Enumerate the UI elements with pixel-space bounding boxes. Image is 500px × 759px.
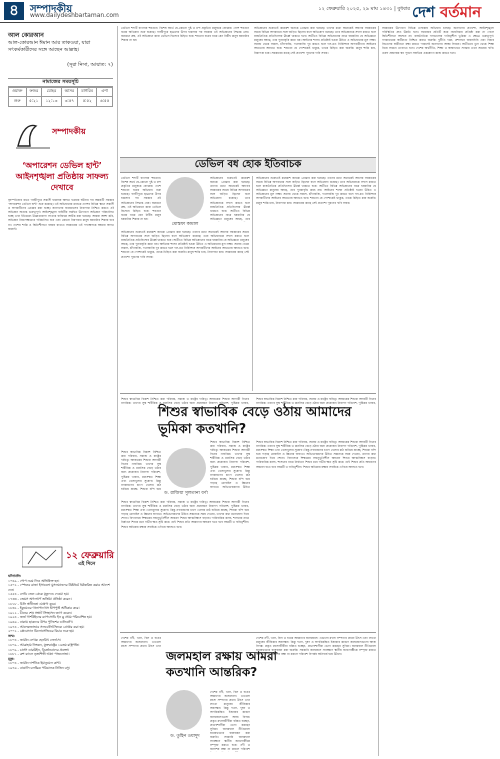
quran-title: আল কোরআন [8, 32, 44, 39]
editorial-logo-label: সম্পাদকীয় [52, 127, 86, 136]
article2-side-text: শিশুর স্বাভাবিক বিকাশ নিশ্চিত করা পরিবার, সমাজ ও রাষ্ট্রের দায়িত্ব। আজকের শিশুরা আগামী দিনের নাগরিক। তাদের সুস্থ শারীরিক ও মানসিক বেড়ে ওঠার জন্য প্রয়োজন নিরাপদ পরিবেশ, পুষ্টিকর খাবার, মানসম্মত শিক্ষা এবং খেলাধুলার সুযোগ। কিন্তু নগরায়ণের চাপে খেলার মাঠ হারিয়ে যাচ্ছে, শিশুরা বন্দি হয়ে পড়ছে মোবাইল ও স্ক্রিনের জগতে। অভিভাবকদের উচিত [210, 440, 250, 490]
author-photo [166, 448, 206, 488]
article1-body-col2: অভিযানের শুরুতেই কয়েকশ জনকে গ্রেপ্তার করা হয়েছে। তাদের মধ্যে অনেকেই আগের সরকারের সময়ে বিভিন্ন অপরাধের সঙ্গে জড়িত ছিলেন বলে অভিযোগ রয়েছে। তবে অভিযানকে সফল করতে হলে রাজনৈতিক প্রতিহিংসার ঊর্ধ্বে থাকতে হবে। অতীতে বিভিন্ন অভিযানের নামে হয়রানির যে অভিজ্ঞতা মানুষের আছে, তার পুনরাবৃত্তি কাম্য নয়। আইনের শাসন প্রতিষ্ঠাই হওয়া উচিত এ অভিযানের মূল লক্ষ্য। সমাজ থেকে সন্ত্রাস, চাঁদাবাজি, দখলবাজি দূর করতে হলে দল-মত নির্বিশেষে অপরাধীদের আইনের আওতায় আনতে হবে। শয়তান যে পোশাকেই থাকুক, তাকে চিহ্নিত করা জরুরি। মানুষ শান্তি চায়, নিরাপত্তা চায়। সরকারের কাছে সেই প্রত্যাশা পূরণের দাবি সবার। [256, 176, 376, 205]
list-item: ১৯৭৬ - বাঙালি চলচ্চিত্র পরিচালক নিতিন বসু। [8, 665, 70, 670]
article3-headline: জলমহাল রক্ষায় আমরা কতখানি আন্তরিক? [166, 649, 278, 679]
list-item: ১৮০৪ - জার্মান দার্শনিক ইমানুয়েল কান্ট। [8, 661, 61, 666]
article3-author: ড. তুহিন ওয়াদুদ [170, 734, 200, 739]
events-heading: ঘটনাবলি: [8, 574, 22, 578]
list-item: ১৯৪৬ - ঢাকায় ছাত্রদের উপর পুলিশের গুলিবর্ষণ। [8, 619, 73, 624]
dateline: ১২ ফেব্রুয়ারি ২০২৫, ২৯ মাঘ ১৪৩১ | বুধবার [318, 6, 410, 12]
prayer-time-row [9, 97, 113, 107]
prayer-time-cell: ৫:২১ [26, 97, 42, 107]
prayer-header-cell: যোহর [42, 87, 62, 97]
list-item: ১৮০৯ - আব্রাহাম লিংকন, যুক্তরাষ্ট্রের ১৬তম রাষ্ট্রপতি। [8, 642, 80, 647]
header-rule [0, 22, 500, 23]
quill-icon [18, 125, 36, 146]
list-item: ১৯৭৪ - আলেকজান্ডার সলঝেনিৎসিনকে গ্রেপ্তার করা হয়। [8, 624, 85, 629]
column-divider [378, 26, 379, 756]
author-photo [166, 690, 202, 730]
section-rule [120, 393, 376, 394]
masthead-part-1: দেশ [412, 3, 435, 21]
article3-lead: দেশের নদী, খাল, বিল ও হাওর আমাদের জলমহাল। এগুলো মৎস্য সম্পদের প্রধান উৎস এবং [121, 636, 161, 648]
births-heading: জন্ম: [8, 633, 15, 638]
article2-body-col1: শিশুর স্বাভাবিক বিকাশ নিশ্চিত করা পরিবার, সমাজ ও রাষ্ট্রের দায়িত্ব। আজকের শিশুরা আগামী দিনের নাগরিক। তাদের সুস্থ শারীরিক ও মানসিক বেড়ে ওঠার জন্য প্রয়োজন নিরাপদ পরিবেশ, পুষ্টিকর খাবার, মানসম্মত শিক্ষা এবং খেলাধুলার সুযোগ। কিন্তু নগরায়ণের চাপে খেলার মাঠ হারিয়ে যাচ্ছে, শিশুরা বন্দি হয়ে পড়ছে মোবাইল ও স্ক্রিনের জগতে। অভিভাবকদের উচিত সন্তানকে সময় দেওয়া, তাদের কথা মনোযোগ দিয়ে শোনা। বিদ্যালয়ে শিক্ষকের সহানুভূতিশীল আচরণ শিশুর আত্মবিশ্বাস বাড়ায়। পারিবারিক কলহ, শাসনের নামে নির্যাতন শিশুর মনে গভীর ক্ষত সৃষ্টি করে। তাই শিশুর প্রতি আমাদের আচরণ হতে হবে সহমর্মী ও দায়িত্বশীল। শিশুর অধিকার রক্ষায় সবাইকে এগিয়ে আসতে হবে। [121, 500, 249, 529]
list-item: ১৭৩৩ - জেমস অগলথর্প জর্জিয়া প্রতিষ্ঠা করেন। [8, 596, 72, 601]
editorial-headline: ‘অপারেশন ডেভিল হান্ট’ আইনশৃঙ্খলা প্রতিষ্ঠায় সাফল্য দেখাবে [15, 161, 109, 192]
deaths-list [8, 661, 114, 670]
prayer-time-cell: ৫:৫২ [77, 97, 96, 107]
article1-col2-top: অভিযানের শুরুতেই কয়েকশ জনকে গ্রেপ্তার করা হয়েছে। তাদের মধ্যে অনেকেই আগের সরকারের সময়ে বিভিন্ন অপরাধের সঙ্গে জড়িত ছিলেন বলে অভিযোগ রয়েছে। তবে অভিযানকে সফল করতে হলে রাজনৈতিক প্রতিহিংসার ঊর্ধ্বে থাকতে হবে। অতীতে বিভিন্ন অভিযানের নামে হয়রানির যে অভিজ্ঞতা মানুষের আছে, তার পুনরাবৃত্তি কাম্য নয়। আইনের শাসন প্রতিষ্ঠাই হওয়া উচিত এ অভিযানের মূল লক্ষ্য। সমাজ থেকে সন্ত্রাস, চাঁদাবাজি, দখলবাজি দূর করতে হলে দল-মত নির্বিশেষে অপরাধীদের আইনের আওতায় আনতে হবে। শয়তান যে পোশাকেই থাকুক, তাকে চিহ্নিত করা জরুরি। মানুষ শান্তি চায়, নিরাপত্তা চায়। সরকারের কাছে সেই প্রত্যাশা পূরণের দাবি সবার। [254, 26, 376, 55]
prayer-header-cell: আসর [61, 87, 77, 97]
masthead-part-2: বর্তমান [440, 3, 482, 21]
prayer-header-cell: ওয়াক্ত [9, 87, 27, 97]
list-item: ১৮০৪ - জার্মান লেখক হেনরিখ লেনৎস। [8, 638, 61, 643]
prayer-header-row [9, 87, 113, 97]
prayer-row-label: শুরু [9, 97, 27, 107]
section-rule [120, 632, 376, 633]
prayer-header-cell: ফজর [26, 87, 42, 97]
author-photo [166, 177, 204, 219]
page-number: ৪ [4, 2, 24, 20]
website-link[interactable]: www.dailydeshbartaman.com [30, 12, 119, 19]
article2-headline: শিশুর স্বাভাবিক বেড়ে ওঠায় আমাদের ভূমিকা কতখানি? [158, 405, 352, 437]
quran-text: আল-কোরআন ঈমান আর তাকওয়া, যারা সৎকর্মকারীদের সঙ্গে আছেন আল্লাহ। [8, 40, 91, 53]
article2-author: ড. রাজিয়া সুলতানা বর্ণা [164, 491, 208, 496]
births-list [8, 638, 114, 656]
list-item: ২০০২ - স্লোবোদান মিলোসেভিচের বিচার শুরু হয়। [8, 629, 75, 634]
prayer-time-cell: ১২:১৩ [42, 97, 62, 107]
deaths-heading: মৃত্যু: [8, 656, 15, 661]
article2-side-text: শিশুর স্বাভাবিক বিকাশ নিশ্চিত করা পরিবার, সমাজ ও রাষ্ট্রের দায়িত্ব। আজকের শিশুরা আগামী দিনের নাগরিক। তাদের সুস্থ শারীরিক ও মানসিক বেড়ে ওঠার জন্য প্রয়োজন নিরাপদ পরিবেশ, পুষ্টিকর খাবার, মানসম্মত শিক্ষা এবং খেলাধুলার সুযোগ। কিন্তু নগরায়ণের চাপে খেলার মাঠ হারিয়ে যাচ্ছে, শিশুরা বন্দি হয়ে [121, 450, 161, 490]
calendar-icon [28, 550, 56, 564]
article2-lead: শিশুর স্বাভাবিক বিকাশ নিশ্চিত করা পরিবার, সমাজ ও রাষ্ট্রের দায়িত্ব। আজকের শিশুরা আগামী দিনের নাগরিক। তাদের সুস্থ শারীরিক ও মানসিক বেড়ে ওঠার জন্য প্রয়োজন নিরাপদ পরিবেশ, পুষ্টিকর খাবার, [256, 397, 376, 405]
on-this-day-date: ১২ ফেব্রুয়ারি [66, 551, 114, 561]
article3-body: দেশের নদী, খাল, বিল ও হাওর আমাদের জলমহাল। এগুলো মৎস্য সম্পদের প্রধান উৎস এবং লাখো মানুষের জীবিকার অবলম্বন। কিন্তু দখল, দূষণ ও অপরিকল্পিত ইজারার কারণে জলমহালগুলো আজ বিপন্ন। প্রকৃত মৎস্যজীবীরা বঞ্চিত হচ্ছেন, প্রভাবশালীরা ভোগ করছেন সুবিধা। জলমহাল নীতিমালা যথাযথভাবে বাস্তবায়ন করা জরুরি। সরকারি জলমহাল সংরক্ষণে স্থানীয় জনগোষ্ঠীকে সম্পৃক্ত করতে হবে। নদী ও জলাশয় রক্ষা না করলে পরিবেশ বিপর্যয় অনিবার্য হয়ে উঠবে। [256, 636, 376, 657]
article1-headline: ডেভিল বধ হোক ইতিবাচক [120, 157, 376, 173]
article1-col1-top: ডেভিল শব্দটি বাংলায় শয়তান। বিশেষ অর্থে যে-কোনো দুষ্ট ও মন্দ প্রকৃতির মানুষকে বোঝায়। দেশে শয়তান বধের অভিযান শুরু হয়েছে। গাজীপুরে ছাত্রদের উপর হামলার পর সরকার এই অভিযানের সিদ্ধান্ত নেয়। জনমনে প্রশ্ন, এই অভিযানে কারা ডেভিল হিসেবে চিহ্নিত হবে। শয়তান বধের নামে যেন নিরীহ মানুষ হয়রানির শিকার না হন। [121, 26, 249, 43]
article1-author: মোস্তফা কামাল [171, 222, 199, 227]
column-divider [252, 176, 253, 391]
editorial-body: বৃহস্পতিবার রাতে গাজীপুরে সন্ত্রাসী হামলায় আহত হওয়ার ঘটনার পর অন্তর্বর্তী সরকার ‘অপারেশন ডেভিল হান্ট’ শুরু করেছে। এই অভিযানের মাধ্যমে দেশের বিভিন্ন স্থানে সন্ত্রাসী ও অপরাধীদের গ্রেপ্তার করা হচ্ছে। জনগণের জানমালের নিরাপত্তা নিশ্চিত করতে এই অভিযান অত্যন্ত গুরুত্বপূর্ণ। আইনশৃঙ্খলা বাহিনীর সমন্বিত উদ্যোগে অভিযান পরিচালিত হচ্ছে এবং ইতিমধ্যে উল্লেখযোগ্য সংখ্যক ব্যক্তিকে আটক করা হয়েছে। আমরা আশা করি, অভিযান নিরপেক্ষভাবে পরিচালিত হবে এবং কোনো নিরপরাধ মানুষ হয়রানির শিকার হবে না। দেশের শান্তি ও স্থিতিশীলতা বজায় রাখতে সরকারের এই পদক্ষেপকে আমরা স্বাগত জানাই। [8, 198, 114, 231]
prayer-header-cell: এশা [97, 87, 113, 97]
section-title: সম্পাদকীয় [30, 4, 73, 15]
list-item: ১৮৮১ - রুশ ব্যালে নৃত্যশিল্পী আনা পাভলোভা। [8, 652, 70, 657]
column-divider [117, 26, 118, 756]
list-item: ১৮৩২ - ইকুয়েডর গালাপাগোস দ্বীপপুঞ্জ অধিকার করে। [8, 606, 80, 611]
on-this-day-label: এই দিনে [78, 561, 96, 567]
prayer-table [8, 86, 113, 107]
page-header [0, 0, 500, 22]
prayer-title: নামাজের সময়সূচি [8, 78, 113, 88]
list-item: ১০৪৯ - পোপ নবম লিও অভিষিক্ত হন। [8, 578, 60, 583]
list-item: ১৮০৯ - চার্লস ডারউইন, বিবর্তনবাদের প্রবক্তা। [8, 647, 70, 652]
list-item: ১৯১২ - চীনের শেষ সম্রাট সিংহাসন ত্যাগ করেন। [8, 610, 72, 615]
article2-body-col2: শিশুর স্বাভাবিক বিকাশ নিশ্চিত করা পরিবার, সমাজ ও রাষ্ট্রের দায়িত্ব। আজকের শিশুরা আগামী দিনের নাগরিক। তাদের সুস্থ শারীরিক ও মানসিক বেড়ে ওঠার জন্য প্রয়োজন নিরাপদ পরিবেশ, পুষ্টিকর খাবার, মানসম্মত শিক্ষা এবং খেলাধুলার সুযোগ। কিন্তু নগরায়ণের চাপে খেলার মাঠ হারিয়ে যাচ্ছে, শিশুরা বন্দি হয়ে পড়ছে মোবাইল ও স্ক্রিনের জগতে। অভিভাবকদের উচিত সন্তানকে সময় দেওয়া, তাদের কথা মনোযোগ দিয়ে শোনা। বিদ্যালয়ে শিক্ষকের সহানুভূতিশীল আচরণ শিশুর আত্মবিশ্বাস বাড়ায়। পারিবারিক কলহ, শাসনের নামে নির্যাতন শিশুর মনে গভীর ক্ষত সৃষ্টি করে। তাই শিশুর প্রতি আমাদের আচরণ হতে হবে সহমর্মী ও দায়িত্বশীল। শিশুর অধিকার রক্ষায় সবাইকে এগিয়ে আসতে হবে। [256, 440, 376, 469]
list-item: ১৯২৪ - জর্জ গার্শউইনের র‍্যাপসোডি ইন ব্লু প্রথম পরিবেশিত হয়। [8, 615, 92, 620]
on-this-day-list [8, 574, 114, 756]
editorial-logo [10, 116, 114, 154]
prayer-header-cell: মাগরিব [77, 87, 96, 97]
right-column-text: সরকারের উদ্যোগে বিভিন্ন এলাকায় অভিযান চলছে। জনগণের প্রত্যাশা, আইনশৃঙ্খলা পরিস্থিতির দ্রুত উন্নতি হবে। সমাজের প্রতিটি স্তরে ন্যায়বিচার প্রতিষ্ঠা করা না গেলে স্থিতিশীলতা আসবে না। রাজনৈতিক দলগুলোর দায়িত্বশীল ভূমিকা এ ক্ষেত্রে গুরুত্বপূর্ণ। গণমাধ্যমের স্বাধীনতা নিশ্চিত করাও জরুরি। দুর্নীতি দমন, প্রশাসনে জবাবদিহি এবং বিচার বিভাগের স্বাধীনতা রক্ষা করতে পারলেই জনগণের আস্থা ফিরবে। অতীতের ভুল থেকে শিক্ষা নিয়ে সামনে এগোতে হবে। দেশের অর্থনীতি, শিক্ষা ও স্বাস্থ্যখাতে সংস্কার এখন সময়ের দাবি। তরুণ প্রজন্মের স্বপ্ন পূরণে সবাইকে একযোগে কাজ করতে হবে। [382, 26, 494, 55]
list-item: ১৫০২ - স্পেনের রাজা ইসাবেলা মুসলমানদের খ্রিষ্টধর্মে ধর্মান্তরিত করার আদেশ দেন। [8, 583, 110, 592]
list-item: ১৫৫৪ - লেডি জেন গ্রেকে মৃত্যুদণ্ড দেওয়া হয়। [8, 592, 69, 597]
quran-reference: (সূরা নিসা, আয়াত: ৭) [67, 62, 113, 68]
list-item: ১৮১৮ - চিলি স্বাধীনতা ঘোষণা করে। [8, 601, 56, 606]
events-list [8, 579, 114, 634]
article1-body-col1: অভিযানের শুরুতেই কয়েকশ জনকে গ্রেপ্তার করা হয়েছে। তাদের মধ্যে অনেকেই আগের সরকারের সময়ে বিভিন্ন অপরাধের সঙ্গে জড়িত ছিলেন বলে অভিযোগ রয়েছে। তবে অভিযানকে সফল করতে হলে রাজনৈতিক প্রতিহিংসার ঊর্ধ্বে থাকতে হবে। অতীতে বিভিন্ন অভিযানের নামে হয়রানির যে অভিজ্ঞতা মানুষের আছে, তার পুনরাবৃত্তি কাম্য নয়। আইনের শাসন প্রতিষ্ঠাই হওয়া উচিত এ অভিযানের মূল লক্ষ্য। সমাজ থেকে সন্ত্রাস, চাঁদাবাজি, দখলবাজি দূর করতে হলে দল-মত নির্বিশেষে অপরাধীদের আইনের আওতায় আনতে হবে। শয়তান যে পোশাকেই থাকুক, তাকে চিহ্নিত করা জরুরি। মানুষ শান্তি চায়, নিরাপত্তা চায়। সরকারের কাছে সেই প্রত্যাশা পূরণের দাবি সবার। [121, 230, 249, 259]
prayer-time-cell: ৩:৫৭ [61, 97, 77, 107]
article1-side-text: ডেভিল শব্দটি বাংলায় শয়তান। বিশেষ অর্থে যে-কোনো দুষ্ট ও মন্দ প্রকৃতির মানুষকে বোঝায়। দেশে শয়তান বধের অভিযান শুরু হয়েছে। গাজীপুরে ছাত্রদের উপর হামলার পর সরকার এই অভিযানের সিদ্ধান্ত নেয়। জনমনে প্রশ্ন, এই অভিযানে কারা ডেভিল হিসেবে চিহ্নিত হবে। শয়তান বধের নামে যেন নিরীহ মানুষ হয়রানির শিকার না হন। [121, 176, 161, 221]
article3-side-text: দেশের নদী, খাল, বিল ও হাওর আমাদের জলমহাল। এগুলো মৎস্য সম্পদের প্রধান উৎস এবং লাখো মানুষের জীবিকার অবলম্বন। কিন্তু দখল, দূষণ ও অপরিকল্পিত ইজারার কারণে জলমহালগুলো আজ বিপন্ন। প্রকৃত মৎস্যজীবীরা বঞ্চিত হচ্ছেন, প্রভাবশালীরা ভোগ করছেন সুবিধা। জলমহাল নীতিমালা যথাযথভাবে বাস্তবায়ন করা জরুরি। সরকারি জলমহাল সংরক্ষণে স্থানীয় জনগোষ্ঠীকে সম্পৃক্ত করতে হবে। নদী ও জলাশয় রক্ষা না করলে পরিবেশ [210, 690, 250, 752]
article2-lead: শিশুর স্বাভাবিক বিকাশ নিশ্চিত করা পরিবার, সমাজ ও রাষ্ট্রের দায়িত্ব। আজকের শিশুরা আগামী দিনের নাগরিক। তাদের সুস্থ শারীরিক ও মানসিক বেড়ে ওঠার জন্য প্রয়োজন নিরাপদ পরিবেশ, পুষ্টিকর খাবার, [121, 397, 249, 405]
article1-side-text: অভিযানের শুরুতেই কয়েকশ জনকে গ্রেপ্তার করা হয়েছে। তাদের মধ্যে অনেকেই আগের সরকারের সময়ে বিভিন্ন অপরাধের সঙ্গে জড়িত ছিলেন বলে অভিযোগ রয়েছে। তবে অভিযানকে সফল করতে হলে রাজনৈতিক প্রতিহিংসার ঊর্ধ্বে থাকতে হবে। অতীতে বিভিন্ন অভিযানের নামে হয়রানির যে অভিজ্ঞতা মানুষের আছে, তার [210, 176, 250, 221]
prayer-time-cell: ৬:৫৫ [97, 97, 113, 107]
